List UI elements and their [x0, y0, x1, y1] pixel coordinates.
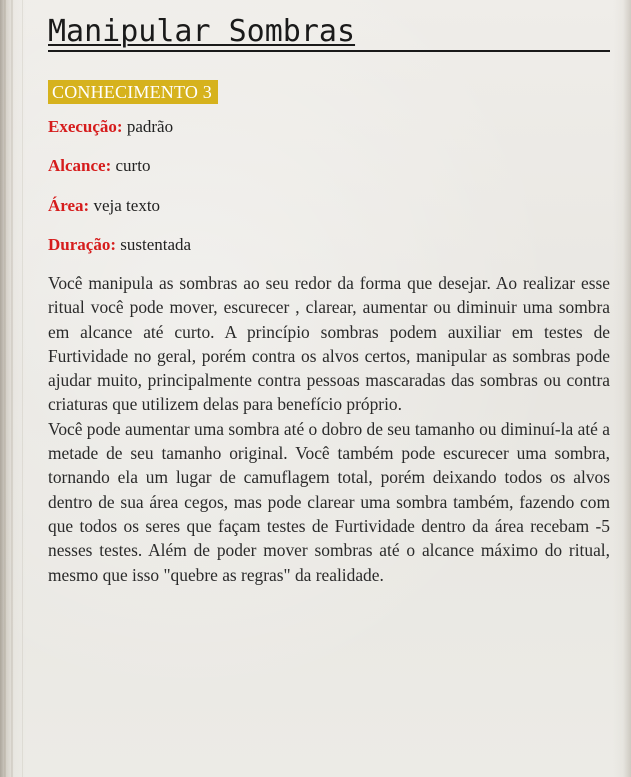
range-value: curto: [115, 156, 151, 175]
title-rule: [48, 6, 610, 52]
description-paragraph: Você pode aumentar uma sombra até o dobro de seu tamanho ou diminuí-la até a metade de seu tamanho original. Você também pode escurecer uma sombra, tornando ela um lugar de camuflagem total, porém deixando todos os alvos dentro de sua área cegos, mas pode clarear uma sombra também, fazendo com que todos os seres que façam testes de Furtividade dentro da área recebam -5 nesses testes. Além de poder mover sombras até o alcance máximo do ritual, mesmo que isso "quebre as regras" da realidade.: [48, 418, 610, 585]
range-property: [48, 156, 150, 176]
execution-value: padrão: [126, 117, 174, 136]
area-value: veja texto: [93, 196, 161, 215]
paper-crease: [22, 0, 23, 777]
element-circle-badge: CONHECIMENTO 3: [48, 80, 218, 104]
paper-crease: [11, 0, 13, 777]
duration-value: sustentada: [120, 235, 192, 254]
area-label: Área:: [48, 196, 90, 215]
description-paragraph: Você manipula as sombras ao seu redor da forma que desejar. Ao realizar esse ritual você pode mover, escurecer , clarear, aumentar ou diminuir uma sombra em alcance até curto. A princípio sombras podem auxiliar em testes de Furtividade no geral, porém contra os alvos certos, manipular as sombras pode ajudar muito, principalmente contra pessoas mascaradas das sombras ou contra criaturas que utilizem delas para benefício próprio.: [48, 273, 610, 415]
execution-property: [48, 117, 173, 137]
spell-title: Manipular Sombras: [48, 14, 356, 49]
execution-label: Execução:: [48, 117, 123, 136]
range-label: Alcance:: [48, 156, 112, 175]
spell-description: [48, 271, 610, 587]
duration-property: [48, 235, 191, 255]
duration-label: Duração:: [48, 235, 116, 254]
paper-crease: [4, 0, 6, 777]
area-property: [48, 196, 160, 216]
